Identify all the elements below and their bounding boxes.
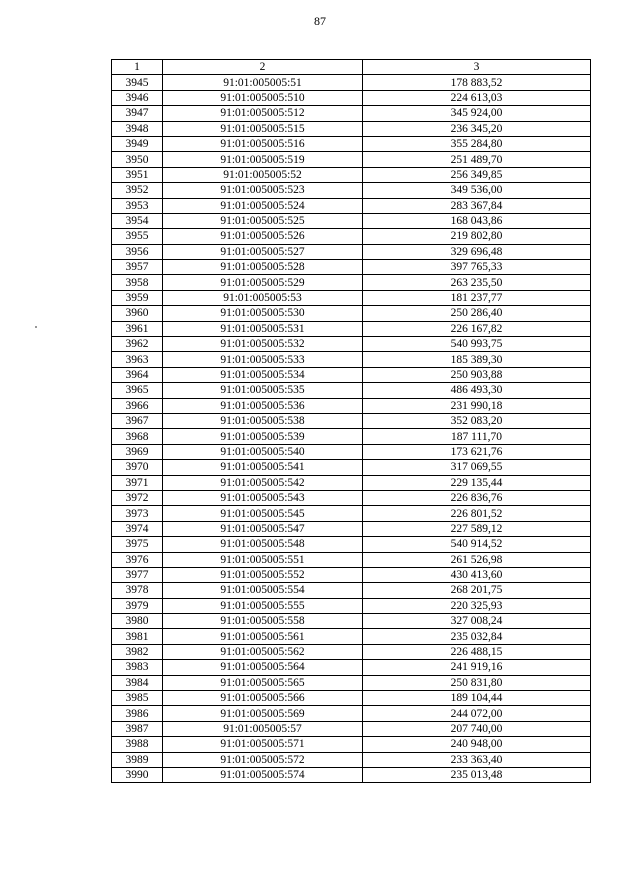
cadastral-value-cell: 317 069,55: [363, 460, 591, 475]
row-number-cell: 3954: [112, 213, 163, 228]
cadastral-number-cell: 91:01:005005:531: [163, 321, 363, 336]
row-number-cell: 3963: [112, 352, 163, 367]
column-header-number: 1: [112, 60, 163, 75]
cadastral-value-cell: 327 008,24: [363, 614, 591, 629]
cadastral-number-cell: 91:01:005005:574: [163, 767, 363, 782]
table-row: [112, 598, 591, 613]
table-row: [112, 213, 591, 228]
table-row: [112, 721, 591, 736]
table-row: [112, 337, 591, 352]
table-row: [112, 321, 591, 336]
table-row: [112, 306, 591, 321]
row-number-cell: 3948: [112, 121, 163, 136]
table-row: [112, 475, 591, 490]
cadastral-value-cell: 329 696,48: [363, 244, 591, 259]
row-number-cell: 3984: [112, 675, 163, 690]
row-number-cell: 3960: [112, 306, 163, 321]
row-number-cell: 3953: [112, 198, 163, 213]
row-number-cell: 3951: [112, 167, 163, 182]
cadastral-value-cell: 224 613,03: [363, 90, 591, 105]
row-number-cell: 3952: [112, 183, 163, 198]
cadastral-number-cell: 91:01:005005:52: [163, 167, 363, 182]
table-row: [112, 629, 591, 644]
row-number-cell: 3989: [112, 752, 163, 767]
table-row: [112, 429, 591, 444]
cadastral-value-cell: 173 621,76: [363, 444, 591, 459]
row-number-cell: 3947: [112, 106, 163, 121]
cadastral-number-cell: 91:01:005005:515: [163, 121, 363, 136]
cadastral-value-cell: 231 990,18: [363, 398, 591, 413]
table-row: [112, 367, 591, 382]
cadastral-number-cell: 91:01:005005:554: [163, 583, 363, 598]
cadastral-value-cell: 241 919,16: [363, 660, 591, 675]
cadastral-number-cell: 91:01:005005:569: [163, 706, 363, 721]
cadastral-number-cell: 91:01:005005:519: [163, 152, 363, 167]
table-row: [112, 167, 591, 182]
table-row: [112, 583, 591, 598]
row-number-cell: 3957: [112, 260, 163, 275]
table-body: [112, 60, 591, 783]
cadastral-value-cell: 226 167,82: [363, 321, 591, 336]
cadastral-value-cell: 261 526,98: [363, 552, 591, 567]
row-number-cell: 3969: [112, 444, 163, 459]
cadastral-number-cell: 91:01:005005:548: [163, 537, 363, 552]
table-row: [112, 444, 591, 459]
row-number-cell: 3976: [112, 552, 163, 567]
cadastral-number-cell: 91:01:005005:555: [163, 598, 363, 613]
table-row: [112, 152, 591, 167]
cadastral-number-cell: 91:01:005005:539: [163, 429, 363, 444]
table-row: [112, 691, 591, 706]
table-row: [112, 460, 591, 475]
cadastral-number-cell: 91:01:005005:540: [163, 444, 363, 459]
cadastral-number-cell: 91:01:005005:529: [163, 275, 363, 290]
table-row: [112, 290, 591, 305]
cadastral-number-cell: 91:01:005005:57: [163, 721, 363, 736]
cadastral-value-cell: 220 325,93: [363, 598, 591, 613]
cadastral-number-cell: 91:01:005005:530: [163, 306, 363, 321]
cadastral-value-cell: 240 948,00: [363, 737, 591, 752]
row-number-cell: 3990: [112, 767, 163, 782]
cadastral-value-cell: 226 488,15: [363, 644, 591, 659]
cadastral-value-cell: 283 367,84: [363, 198, 591, 213]
table-row: [112, 552, 591, 567]
cadastral-value-cell: 263 235,50: [363, 275, 591, 290]
cadastral-number-cell: 91:01:005005:53: [163, 290, 363, 305]
row-number-cell: 3970: [112, 460, 163, 475]
table-row: [112, 567, 591, 582]
row-number-cell: 3978: [112, 583, 163, 598]
cadastral-value-cell: 233 363,40: [363, 752, 591, 767]
cadastral-number-cell: 91:01:005005:512: [163, 106, 363, 121]
cadastral-number-cell: 91:01:005005:572: [163, 752, 363, 767]
cadastral-value-cell: 540 993,75: [363, 337, 591, 352]
table-row: [112, 383, 591, 398]
cadastral-value-cell: 235 032,84: [363, 629, 591, 644]
row-number-cell: 3965: [112, 383, 163, 398]
cadastral-value-cell: 352 083,20: [363, 413, 591, 428]
row-number-cell: 3971: [112, 475, 163, 490]
table-row: [112, 660, 591, 675]
table-row: [112, 198, 591, 213]
row-number-cell: 3975: [112, 537, 163, 552]
cadastral-value-cell: 250 831,80: [363, 675, 591, 690]
row-number-cell: 3988: [112, 737, 163, 752]
page-number: 87: [314, 14, 326, 28]
cadastral-number-cell: 91:01:005005:527: [163, 244, 363, 259]
table-row: [112, 490, 591, 505]
table-row: [112, 398, 591, 413]
table-row: [112, 106, 591, 121]
cadastral-number-cell: 91:01:005005:533: [163, 352, 363, 367]
cadastral-number-cell: 91:01:005005:547: [163, 521, 363, 536]
table-row: [112, 767, 591, 782]
cadastral-value-cell: 397 765,33: [363, 260, 591, 275]
cadastral-value-cell: 187 111,70: [363, 429, 591, 444]
row-number-cell: 3968: [112, 429, 163, 444]
cadastral-number-cell: 91:01:005005:526: [163, 229, 363, 244]
cadastral-number-cell: 91:01:005005:543: [163, 490, 363, 505]
row-number-cell: 3973: [112, 506, 163, 521]
cadastral-number-cell: 91:01:005005:571: [163, 737, 363, 752]
cadastral-value-cell: 256 349,85: [363, 167, 591, 182]
row-number-cell: 3985: [112, 691, 163, 706]
cadastral-value-cell: 430 413,60: [363, 567, 591, 582]
cadastral-number-cell: 91:01:005005:552: [163, 567, 363, 582]
cadastral-value-cell: 244 072,00: [363, 706, 591, 721]
cadastral-value-cell: 185 389,30: [363, 352, 591, 367]
cadastral-number-cell: 91:01:005005:562: [163, 644, 363, 659]
table-row: [112, 183, 591, 198]
cadastral-value-cell: 349 536,00: [363, 183, 591, 198]
cadastral-number-cell: 91:01:005005:558: [163, 614, 363, 629]
cadastral-value-cell: 486 493,30: [363, 383, 591, 398]
cadastral-number-cell: 91:01:005005:566: [163, 691, 363, 706]
table-row: [112, 706, 591, 721]
table-row: [112, 260, 591, 275]
table-row: [112, 136, 591, 151]
row-number-cell: 3961: [112, 321, 163, 336]
cadastral-number-cell: 91:01:005005:535: [163, 383, 363, 398]
table-row: [112, 352, 591, 367]
row-number-cell: 3982: [112, 644, 163, 659]
row-number-cell: 3981: [112, 629, 163, 644]
cadastral-value-cell: 178 883,52: [363, 75, 591, 90]
row-number-cell: 3966: [112, 398, 163, 413]
cadastral-number-cell: 91:01:005005:51: [163, 75, 363, 90]
table-row: [112, 229, 591, 244]
row-number-cell: 3962: [112, 337, 163, 352]
row-number-cell: 3983: [112, 660, 163, 675]
cadastral-number-cell: 91:01:005005:564: [163, 660, 363, 675]
cadastral-value-cell: 189 104,44: [363, 691, 591, 706]
table-row: [112, 614, 591, 629]
cadastral-number-cell: 91:01:005005:542: [163, 475, 363, 490]
cadastral-value-cell: 207 740,00: [363, 721, 591, 736]
row-number-cell: 3980: [112, 614, 163, 629]
column-header-cadastral-number: 2: [163, 60, 363, 75]
table-row: [112, 413, 591, 428]
row-number-cell: 3958: [112, 275, 163, 290]
cadastral-value-cell: 250 903,88: [363, 367, 591, 382]
cadastral-number-cell: 91:01:005005:523: [163, 183, 363, 198]
cadastral-number-cell: 91:01:005005:551: [163, 552, 363, 567]
table-row: [112, 90, 591, 105]
cadastral-number-cell: 91:01:005005:561: [163, 629, 363, 644]
cadastral-value-cell: 268 201,75: [363, 583, 591, 598]
cadastral-value-cell: 236 345,20: [363, 121, 591, 136]
cadastral-value-table: [111, 59, 591, 783]
row-number-cell: 3972: [112, 490, 163, 505]
cadastral-value-cell: 250 286,40: [363, 306, 591, 321]
row-number-cell: 3987: [112, 721, 163, 736]
cadastral-number-cell: 91:01:005005:524: [163, 198, 363, 213]
cadastral-value-cell: 345 924,00: [363, 106, 591, 121]
cadastral-number-cell: 91:01:005005:516: [163, 136, 363, 151]
row-number-cell: 3977: [112, 567, 163, 582]
stray-mark: [35, 326, 37, 328]
row-number-cell: 3949: [112, 136, 163, 151]
cadastral-value-cell: 226 801,52: [363, 506, 591, 521]
cadastral-value-cell: 251 489,70: [363, 152, 591, 167]
table-row: [112, 275, 591, 290]
row-number-cell: 3967: [112, 413, 163, 428]
cadastral-number-cell: 91:01:005005:541: [163, 460, 363, 475]
cadastral-number-cell: 91:01:005005:565: [163, 675, 363, 690]
table-row: [112, 644, 591, 659]
table-header-row: [112, 60, 591, 75]
table-row: [112, 75, 591, 90]
cadastral-number-cell: 91:01:005005:534: [163, 367, 363, 382]
row-number-cell: 3974: [112, 521, 163, 536]
row-number-cell: 3945: [112, 75, 163, 90]
row-number-cell: 3950: [112, 152, 163, 167]
row-number-cell: 3959: [112, 290, 163, 305]
table-row: [112, 121, 591, 136]
cadastral-number-cell: 91:01:005005:532: [163, 337, 363, 352]
row-number-cell: 3979: [112, 598, 163, 613]
cadastral-value-cell: 181 237,77: [363, 290, 591, 305]
cadastral-value-cell: 168 043,86: [363, 213, 591, 228]
cadastral-value-cell: 229 135,44: [363, 475, 591, 490]
table-row: [112, 752, 591, 767]
cadastral-number-cell: 91:01:005005:510: [163, 90, 363, 105]
cadastral-number-cell: 91:01:005005:525: [163, 213, 363, 228]
cadastral-number-cell: 91:01:005005:536: [163, 398, 363, 413]
row-number-cell: 3956: [112, 244, 163, 259]
row-number-cell: 3955: [112, 229, 163, 244]
table-row: [112, 506, 591, 521]
cadastral-value-cell: 540 914,52: [363, 537, 591, 552]
cadastral-number-cell: 91:01:005005:545: [163, 506, 363, 521]
cadastral-value-cell: 219 802,80: [363, 229, 591, 244]
row-number-cell: 3964: [112, 367, 163, 382]
row-number-cell: 3986: [112, 706, 163, 721]
table-row: [112, 244, 591, 259]
cadastral-value-cell: 226 836,76: [363, 490, 591, 505]
table-row: [112, 737, 591, 752]
cadastral-value-cell: 355 284,80: [363, 136, 591, 151]
cadastral-number-cell: 91:01:005005:528: [163, 260, 363, 275]
cadastral-value-cell: 235 013,48: [363, 767, 591, 782]
column-header-value: 3: [363, 60, 591, 75]
cadastral-value-cell: 227 589,12: [363, 521, 591, 536]
table-row: [112, 537, 591, 552]
row-number-cell: 3946: [112, 90, 163, 105]
table-row: [112, 521, 591, 536]
table-row: [112, 675, 591, 690]
cadastral-number-cell: 91:01:005005:538: [163, 413, 363, 428]
